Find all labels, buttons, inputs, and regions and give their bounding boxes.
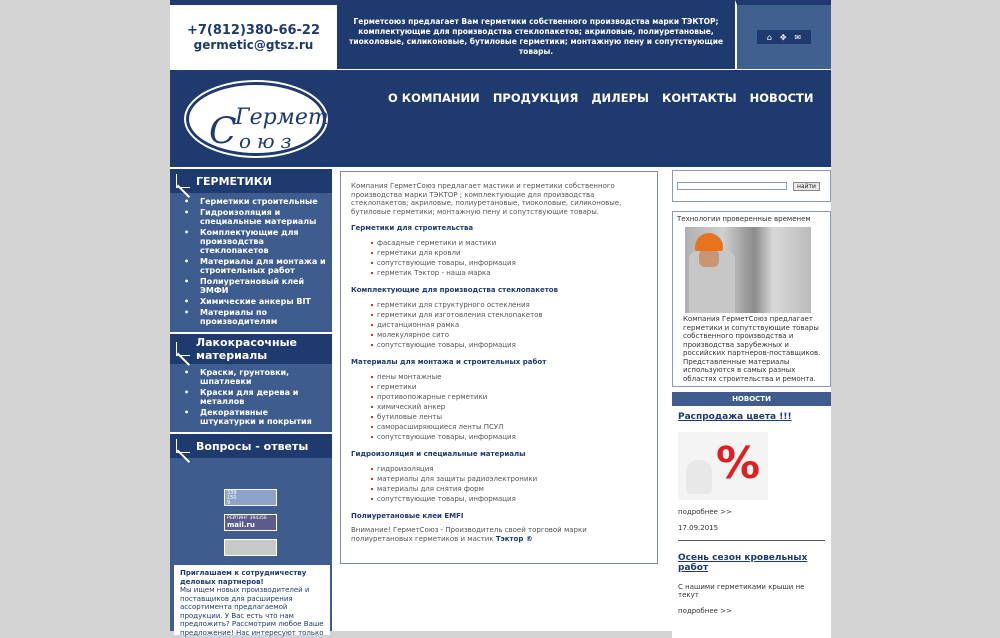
section-sealants[interactable] xyxy=(170,167,332,193)
partners-box xyxy=(174,565,330,635)
sidebar-item[interactable]: • Полиуретановый клей ЭМФИ xyxy=(184,277,326,295)
list-item[interactable]: сопутствующие товары, информация xyxy=(371,340,647,350)
list-item[interactable]: дистанционная рамка xyxy=(371,320,647,330)
news-title[interactable]: Осень сезон кровельных работ xyxy=(678,553,808,573)
contacts-block xyxy=(170,0,337,69)
tech-block xyxy=(672,211,831,387)
group-list xyxy=(351,372,647,442)
footer-text xyxy=(351,526,647,543)
worker-photo xyxy=(685,227,811,313)
list-item[interactable]: материалы для снятия форм xyxy=(371,484,647,494)
icon-bar xyxy=(757,30,811,44)
list-item[interactable]: бутиловые ленты xyxy=(371,412,647,422)
worker-face xyxy=(699,249,719,267)
sidebar-item[interactable]: • Декоративные штукатурки и покрытия xyxy=(184,408,326,426)
group-title[interactable]: Гидроизоляция и специальные материалы xyxy=(351,450,526,458)
news-header: НОВОСТИ xyxy=(672,392,831,406)
arrow-icon xyxy=(176,174,190,188)
arrow-icon xyxy=(176,342,190,356)
mail-icon[interactable]: ✉ xyxy=(794,32,802,42)
group-title[interactable]: Герметики для строительства xyxy=(351,224,474,232)
list-item[interactable]: противопожарные герметики xyxy=(371,392,647,402)
list-item[interactable]: герметики для кровли xyxy=(371,248,647,258)
arrow-icon xyxy=(176,439,190,453)
emfi-title[interactable]: Полиуретановые клеи EMFI xyxy=(351,512,464,520)
logo-bottom-text: оюз xyxy=(239,129,298,153)
news-title[interactable]: Распродажа цвета !!! xyxy=(678,412,792,422)
top-icons xyxy=(735,0,831,69)
phone-number[interactable]: +7(812)380-66-22 xyxy=(186,22,321,38)
stat-badge[interactable] xyxy=(224,539,277,556)
sidebar-item[interactable]: • Гидроизоляция и специальные материалы xyxy=(184,208,326,226)
list-item[interactable]: герметики для изготовления стеклопакетов xyxy=(371,310,647,320)
search-box xyxy=(672,170,831,202)
brand-link[interactable]: Тэктор ® xyxy=(495,534,533,543)
main-content xyxy=(340,171,658,564)
sidebar-item[interactable]: • Материалы по производителям xyxy=(184,308,326,326)
list-item[interactable]: герметики xyxy=(371,382,647,392)
more-link[interactable]: подробнее >> xyxy=(678,508,732,516)
footer-text-body: Внимание! ГерметСоюз - Производитель своей торговой марки полиуретановых герметиков и мастик xyxy=(351,526,587,543)
sidebar-item[interactable]: • Материалы для монтажа и строительных работ xyxy=(184,257,326,275)
list-item[interactable]: сопутствующие товары, информация xyxy=(371,494,647,504)
group-title[interactable]: Комплектующие для производства стеклопакетов xyxy=(351,286,558,294)
news-text: С нашими герметиками крыши не текут xyxy=(678,583,805,599)
email-link[interactable]: germetic@gtsz.ru xyxy=(193,37,314,52)
search-input[interactable] xyxy=(677,182,787,190)
group-list xyxy=(351,238,647,278)
list-item[interactable]: герметик Тэктор - наша марка xyxy=(371,268,647,278)
sidebar-item[interactable]: • Химические анкеры BIT xyxy=(184,297,326,306)
search-button[interactable]: найти xyxy=(793,182,820,191)
list-item[interactable]: химический анкер xyxy=(371,402,647,412)
list-item[interactable]: молекулярное сито xyxy=(371,330,647,340)
sidebar-item[interactable]: • Герметики строительные xyxy=(184,197,326,206)
nav-news[interactable]: НОВОСТИ xyxy=(749,91,814,105)
list-item[interactable]: сопутствующие товары, информация xyxy=(371,432,647,442)
logo[interactable] xyxy=(186,82,329,156)
sidebar-item[interactable]: • Краски, грунтовки, шпатлевки xyxy=(184,368,326,386)
paints-list xyxy=(170,364,332,432)
section-title: ГЕРМЕТИКИ xyxy=(196,174,272,188)
nav-about[interactable]: О КОМПАНИИ xyxy=(388,91,480,105)
counters xyxy=(224,489,277,564)
partners-title: Приглашаем к сотрудничеству деловых партнеров! xyxy=(180,569,307,586)
divider xyxy=(678,540,825,541)
group-list xyxy=(351,300,647,350)
list-item[interactable]: герметики для структурного остекления xyxy=(371,300,647,310)
helmet-icon xyxy=(695,233,723,251)
list-item[interactable]: фасадные герметики и мастики xyxy=(371,238,647,248)
sale-image[interactable] xyxy=(678,432,768,500)
percent-icon: % xyxy=(716,438,761,489)
list-item[interactable]: гидроизоляция xyxy=(371,464,647,474)
mailru-badge[interactable]: РЕЙТИНГ 394356 mail.ru xyxy=(224,514,277,531)
header xyxy=(170,69,831,167)
sitemap-icon[interactable]: ✥ xyxy=(779,32,787,42)
news-date: 17.09.2015 xyxy=(678,524,719,532)
list-item[interactable]: сопутствующие товары, информация xyxy=(371,258,647,268)
list-item[interactable]: саморасширяющиеся ленты ПСУЛ xyxy=(371,422,647,432)
home-icon[interactable]: ⌂ xyxy=(766,32,772,42)
person-figure xyxy=(686,460,712,494)
nav-contacts[interactable]: КОНТАКТЫ xyxy=(661,91,737,105)
more-link[interactable]: подробнее >> xyxy=(678,607,732,615)
sidebar-item[interactable]: • Комплектующие для производства стеклопакетов xyxy=(184,228,326,255)
page xyxy=(170,0,831,637)
section-faq[interactable] xyxy=(170,432,332,458)
sealants-list xyxy=(170,193,332,332)
right-sidebar xyxy=(672,167,831,631)
intro-text: Компания ГерметСоюз предлагает мастики и герметики собственного производства марки ТЭКТОР ; комплектующие для производства стеклопакетов; акриловые, полиуретановые, тиоколовые, силиконовые, бутиловые герметики; монтажную пену и сопутствующие товары. xyxy=(351,182,622,216)
sidebar-item[interactable]: • Краски для дерева и металлов xyxy=(184,388,326,406)
logo-letter: С xyxy=(209,111,237,152)
tagline: Герметсоюз предлагает Вам герметики собственного производства марки ТЭКТОР; комплектующие для производства стеклопакетов; акриловые, полиуретановые, тиоколовые, силиконовые, бутиловые герметики; монтажную пену и сопутствующие товары. xyxy=(337,0,735,69)
logo-top-text: Гермет xyxy=(235,105,329,130)
left-sidebar xyxy=(170,167,332,637)
partners-text: Мы ищем новых производителей и поставщиков для расширения ассортимента предлагаемой продукции. У Вас есть что нам предложить? Рассмотрим любое Ваше предложение! Нас интересуют только xyxy=(180,586,324,637)
section-title: Лакокрасочные материалы xyxy=(196,336,297,362)
tech-title: Технологии проверенные временем xyxy=(677,215,811,223)
section-paints[interactable] xyxy=(170,332,332,364)
tech-text: Компания ГерметСоюз предлагает герметики и сопутствующие товары собственного производства и производства зарубежных и российских партнеров-поставщиков. Представленные материалы используются в самых разных областях строительства и ремонта. xyxy=(683,315,821,383)
group-title[interactable]: Материалы для монтажа и строительных работ xyxy=(351,358,547,366)
list-item[interactable]: пены монтажные xyxy=(371,372,647,382)
nav-dealers[interactable]: ДИЛЕРЫ xyxy=(591,91,649,105)
counter-badge[interactable]: 339 150 9 xyxy=(224,489,277,506)
group-list xyxy=(351,464,647,504)
main-nav xyxy=(388,91,814,105)
list-item[interactable]: материалы для защиты радиоэлектроники xyxy=(371,474,647,484)
section-title: Вопросы - ответы xyxy=(196,439,309,453)
nav-products[interactable]: ПРОДУКЦИЯ xyxy=(492,91,579,105)
news-list xyxy=(672,406,831,638)
